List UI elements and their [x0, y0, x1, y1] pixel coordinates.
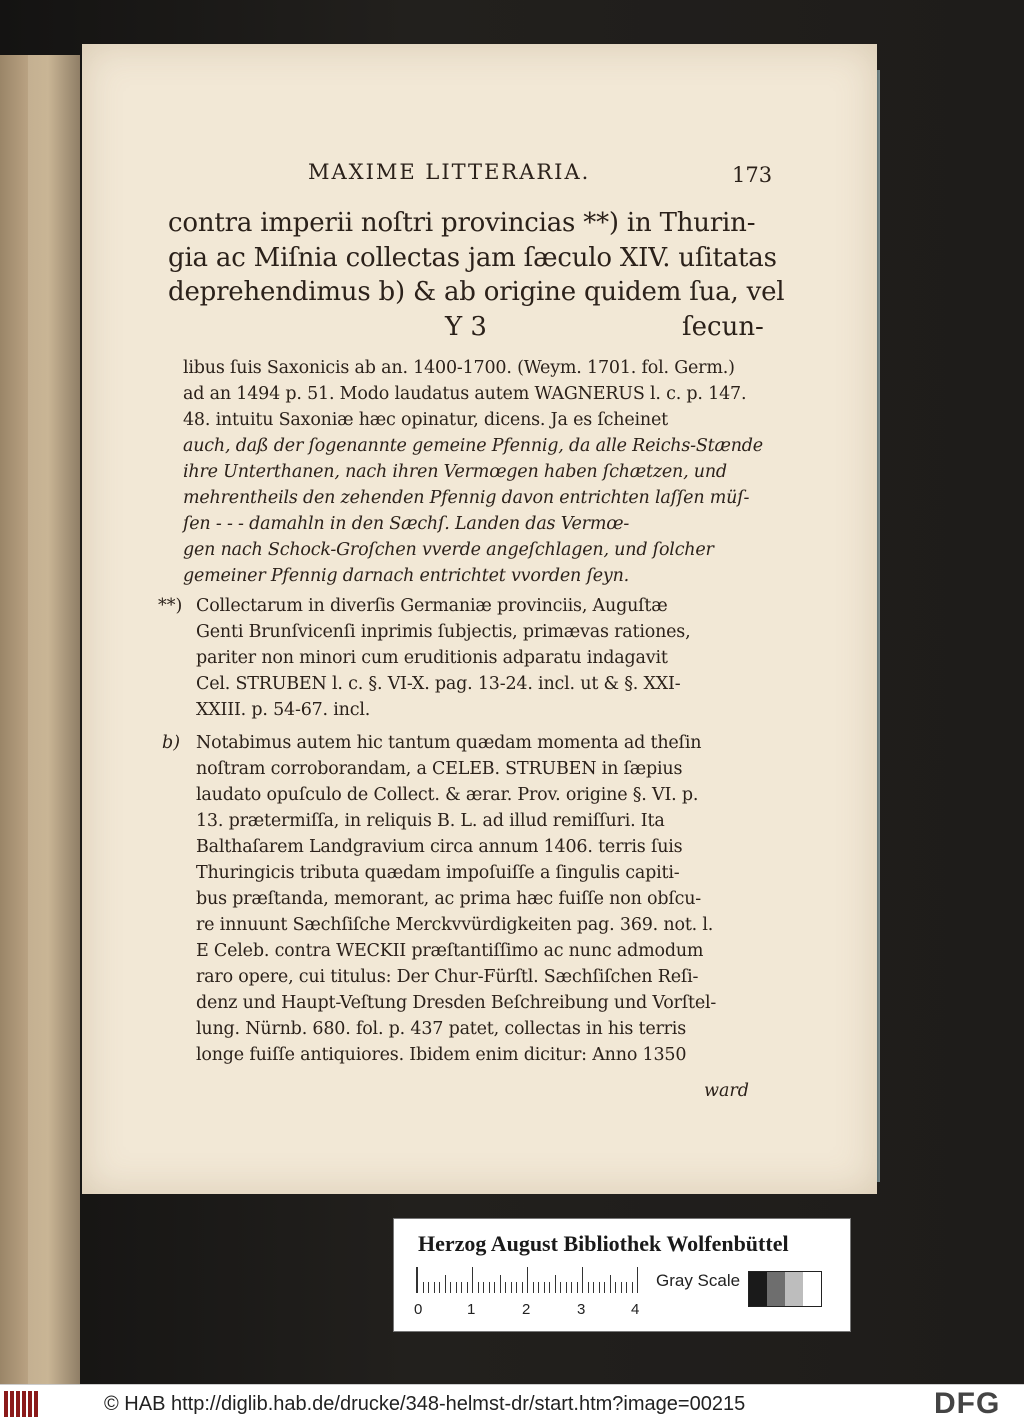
ruler-tick — [538, 1282, 539, 1293]
gray-scale-label: Gray Scale — [656, 1271, 741, 1290]
footnote-marker: **) — [158, 596, 183, 616]
ruler-tick — [522, 1282, 523, 1293]
ruler-tick — [423, 1282, 424, 1293]
ruler-tick — [500, 1275, 501, 1293]
body-line: gia ac Miſnia collectas jam ſæculo XIV. uſitatas — [168, 243, 777, 273]
ruler-tick — [604, 1282, 605, 1293]
ruler-number: 2 — [522, 1301, 531, 1318]
note-line: Collectarum in diverſis Germaniæ provinciis, Auguſtæ — [196, 596, 668, 616]
card-title: Herzog August Bibliothek Wolfenbüttel — [418, 1231, 789, 1256]
ruler-tick — [610, 1275, 611, 1293]
note-line: bus præſtanda, memorant, ac prima hæc fuiſſe non obſcu- — [196, 889, 702, 909]
ruler-tick — [582, 1267, 583, 1293]
color-calibration-card — [393, 1218, 851, 1332]
note-line: ad an 1494 p. 51. Modo laudatus autem WAGNERUS l. c. p. 147. — [183, 384, 747, 404]
note-line: denz und Haupt-Veſtung Dresden Beſchreibung und Vorſtel- — [196, 993, 717, 1013]
note-line: noſtram corroborandam, a CELEB. STRUBEN in ſæpius — [196, 759, 683, 779]
ruler-tick — [615, 1282, 616, 1293]
ruler-tick — [516, 1282, 517, 1293]
ruler-tick — [445, 1275, 446, 1293]
note-line: laudato opuſculo de Collect. & ærar. Prov. origine §. VI. p. — [196, 785, 699, 805]
ruler-tick — [439, 1282, 440, 1293]
ruler-tick — [549, 1282, 550, 1293]
ruler-tick — [483, 1282, 484, 1293]
note-line: auch, daß der ſogenannte gemeine Pfennig, da alle Reichs-Stænde — [183, 436, 763, 456]
note-line: raro opere, cui titulus: Der Chur-Fürſtl. Sæchſiſchen Reſi- — [196, 967, 699, 987]
permalink-text[interactable]: © HAB http://diglib.hab.de/drucke/348-helmst-dr/start.htm?image=00215 — [104, 1393, 746, 1415]
ruler-tick — [588, 1282, 589, 1293]
ruler-tick — [450, 1282, 451, 1293]
ruler-tick — [511, 1282, 512, 1293]
dfg-logo[interactable]: DFG — [934, 1387, 1001, 1420]
page-number: 173 — [732, 163, 773, 187]
note-line: E Celeb. contra WECKII præſtantiſſimo ac nunc admodum — [196, 941, 704, 961]
note-line: mehrentheils den zehenden Pfennig davon entrichten laſſen müſ- — [183, 488, 750, 508]
ruler-tick — [428, 1282, 429, 1293]
ruler-tick — [505, 1282, 506, 1293]
note-line: ſen - - - damahln in den Sæchſ. Landen das Vermœ- — [183, 514, 630, 534]
running-head: MAXIME LITTERARIA. — [308, 160, 591, 184]
ruler-tick — [637, 1267, 638, 1293]
ruler-tick — [571, 1282, 572, 1293]
note-line: Notabimus autem hic tantum quædam momenta ad theſin — [196, 733, 702, 753]
left-page-shadow — [0, 55, 28, 1384]
hab-logo-icon[interactable] — [4, 1391, 46, 1417]
catchword: ſecun- — [682, 312, 764, 342]
note-line: lung. Nürnb. 680. fol. p. 437 patet, collectas in his terris — [196, 1019, 686, 1039]
note-line: Thuringicis tributa quædam impoſuiſſe a ſingulis capiti- — [196, 863, 680, 883]
viewer-footer — [0, 1384, 1024, 1425]
ruler-tick — [456, 1282, 457, 1293]
note-line: gemeiner Pfennig darnach entrichtet vvorden ſeyn. — [183, 566, 630, 586]
gray-swatch — [767, 1272, 785, 1306]
ruler-tick — [417, 1267, 418, 1293]
ruler-tick — [560, 1282, 561, 1293]
ruler-tick — [533, 1282, 534, 1293]
ruler-tick — [621, 1282, 622, 1293]
left-page-edge — [0, 55, 80, 1384]
note-line: longe fuiſſe antiquiores. Ibidem enim dicitur: Anno 1350 — [196, 1045, 687, 1065]
note-line: Balthaſarem Landgravium circa annum 1406. terris ſuis — [196, 837, 683, 857]
ruler-tick — [527, 1267, 528, 1293]
ruler-tick — [494, 1282, 495, 1293]
ruler-tick — [489, 1282, 490, 1293]
ruler-tick — [593, 1282, 594, 1293]
note-line: Cel. STRUBEN l. c. §. VI-X. pag. 13-24. incl. ut & §. XXI- — [196, 674, 681, 694]
ruler-tick — [461, 1282, 462, 1293]
signature-mark: Y 3 — [445, 312, 487, 342]
footnote-marker: b) — [162, 733, 181, 753]
note-line: re innuunt Sæchſiſche Merckvvürdigkeiten pag. 369. not. l. — [196, 915, 714, 935]
ruler-tick — [472, 1267, 473, 1293]
ruler-number: 4 — [631, 1301, 640, 1318]
ruler-tick — [467, 1282, 468, 1293]
body-line: contra imperii noſtri provincias **) in Thurin- — [168, 208, 756, 238]
body-line: deprehendimus b) & ab origine quidem ſua, vel — [168, 277, 785, 307]
note-line: ihre Unterthanen, nach ihren Vermœgen haben ſchætzen, und — [183, 462, 727, 482]
ruler-tick — [434, 1282, 435, 1293]
ruler-tick — [599, 1282, 600, 1293]
note-line: libus ſuis Saxonicis ab an. 1400-1700. (Weym. 1701. fol. Germ.) — [183, 358, 735, 378]
gray-swatch — [749, 1272, 767, 1306]
note-line: Genti Brunſvicenſi inprimis ſubjectis, primævas rationes, — [196, 622, 691, 642]
note-line: gen nach Schock-Groſchen vverde angeſchlagen, und ſolcher — [183, 540, 714, 560]
ruler-tick — [566, 1282, 567, 1293]
catchword: ward — [704, 1081, 749, 1101]
ruler-tick — [577, 1282, 578, 1293]
ruler-tick — [544, 1282, 545, 1293]
ruler-number: 1 — [467, 1301, 476, 1318]
ruler-tick — [478, 1282, 479, 1293]
ruler-number: 0 — [414, 1301, 423, 1318]
gray-swatch — [785, 1272, 803, 1306]
note-line: pariter non minori cum eruditionis adparatu indagavit — [196, 648, 668, 668]
ruler-tick — [555, 1275, 556, 1293]
ruler-tick — [632, 1282, 633, 1293]
ruler-scale — [416, 1267, 641, 1293]
ruler-number: 3 — [577, 1301, 586, 1318]
gray-scale-swatches — [748, 1271, 822, 1307]
note-line: 13. prætermiſſa, in reliquis B. L. ad illud remiſſuri. Ita — [196, 811, 665, 831]
note-line: XXIII. p. 54-67. incl. — [196, 700, 371, 720]
gray-swatch — [803, 1272, 821, 1306]
note-line: 48. intuitu Saxoniæ hæc opinatur, dicens. Ja es ſcheinet — [183, 410, 668, 430]
ruler-tick — [626, 1282, 627, 1293]
